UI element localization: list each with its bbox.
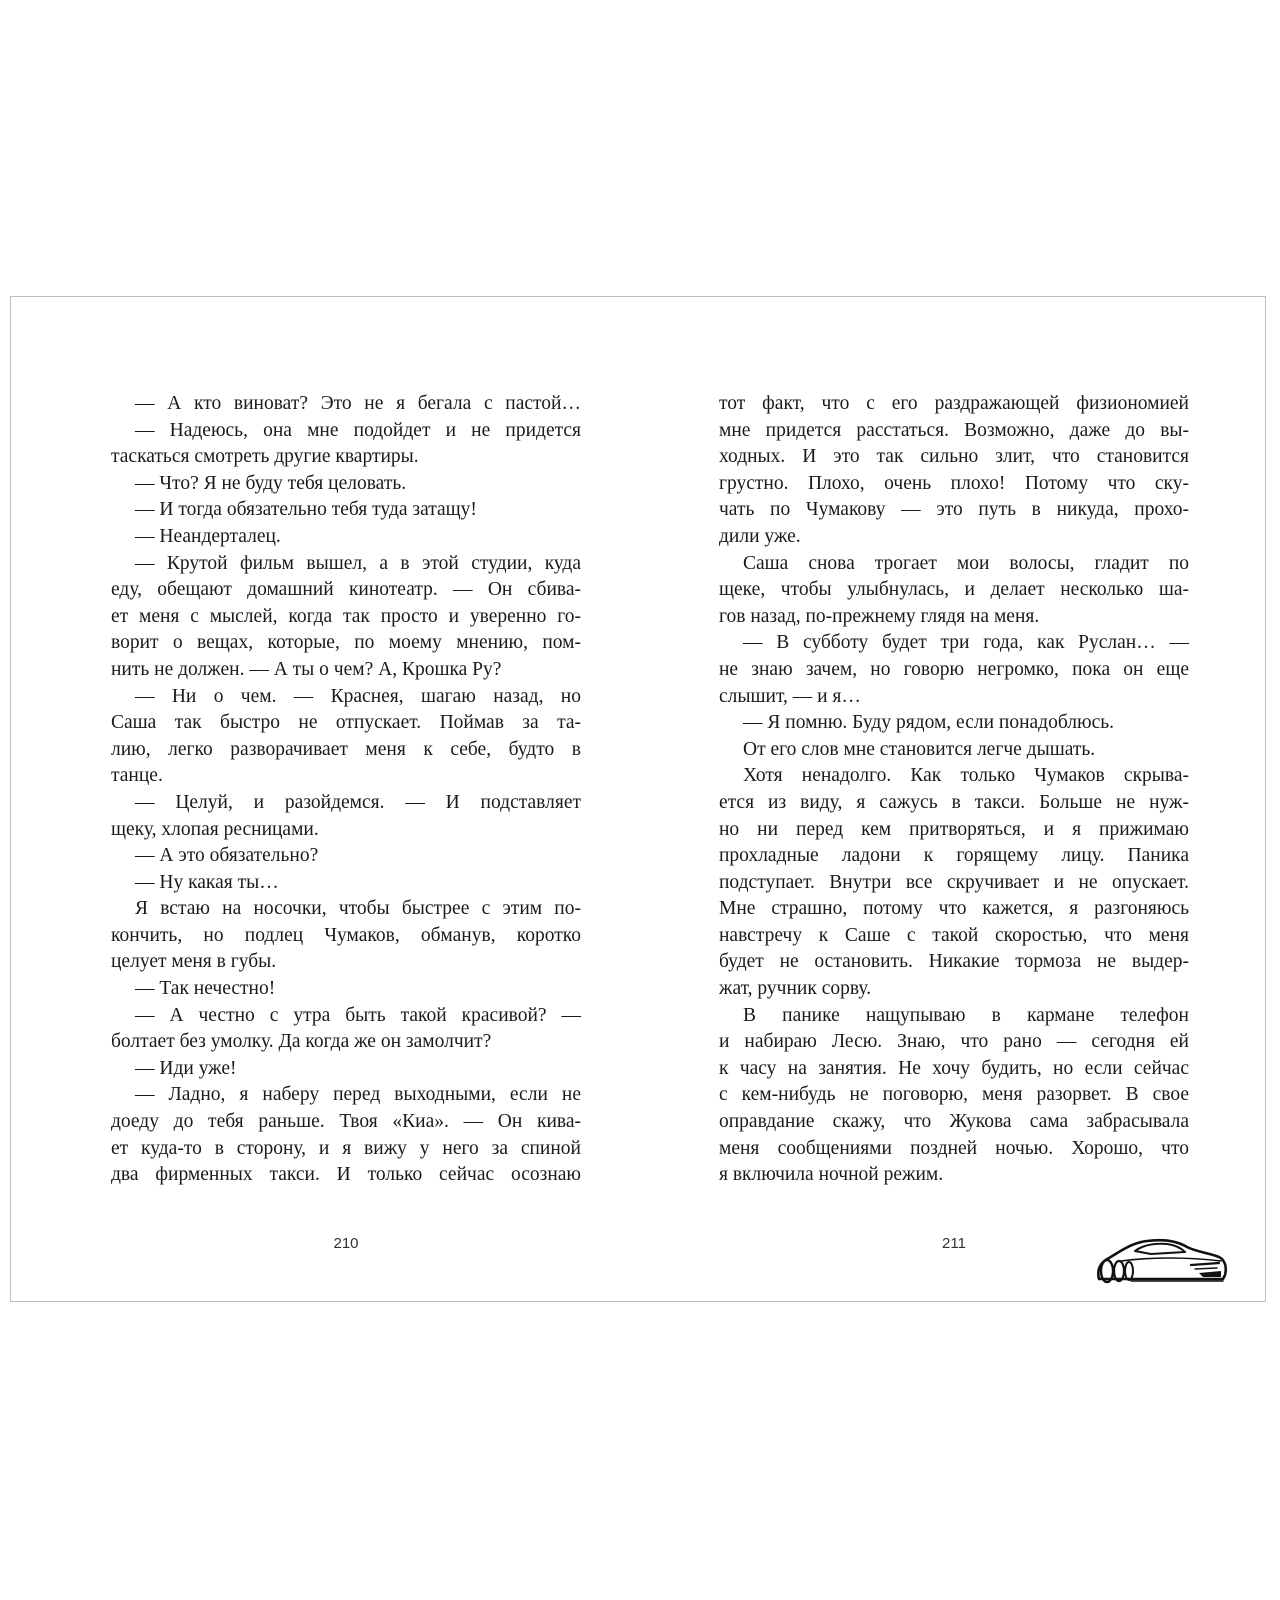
text-line: будет не остановить. Никакие тормоза не выдер- — [719, 951, 1189, 973]
text-line: — Целуй, и разойдемся. — И подставляет — [135, 791, 581, 813]
text-line: ет меня с мыслей, когда так просто и уверенно го- — [111, 605, 581, 627]
text-line: ется из виду, я сажусь в такси. Больше не нуж- — [719, 791, 1189, 813]
text-line: ходных. И это так сильно злит, что становится — [719, 446, 1189, 468]
text-line: — Иди уже! — [135, 1057, 237, 1079]
text-line: — Надеюсь, она мне подойдет и не придется — [135, 419, 581, 441]
text-line: и набираю Лесю. Знаю, что рано — сегодня ей — [719, 1031, 1189, 1053]
text-line: навстречу к Саше с такой скоростью, что меня — [719, 924, 1189, 946]
text-line: щеку, хлопая ресницами. — [111, 818, 319, 840]
text-line: подступает. Внутри все скручивает и не опускает. — [719, 871, 1189, 893]
text-line: слышит, — и я… — [719, 685, 861, 707]
text-line: — Я помню. Буду рядом, если понадоблюсь. — [743, 712, 1114, 734]
right-page-text — [719, 391, 1189, 1189]
text-line: грустно. Плохо, очень плохо! Потому что ску- — [719, 472, 1189, 494]
text-line: — А честно с утра быть такой красивой? — — [135, 1004, 581, 1026]
text-line: с кем-нибудь не поговорю, меня разорвет. В свое — [719, 1084, 1189, 1106]
text-line: болтает без умолку. Да когда же он замолчит? — [111, 1031, 492, 1053]
text-line: — А это обязательно? — [135, 845, 319, 867]
text-line: Хотя ненадолго. Как только Чумаков скрыва- — [743, 765, 1189, 787]
text-line: — И тогда обязательно тебя туда затащу! — [135, 499, 477, 521]
text-line: лию, легко разворачивает меня к себе, будто в — [111, 738, 581, 760]
text-line: кончить, но подлец Чумаков, обманув, коротко — [111, 924, 581, 946]
text-line: два фирменных такси. И только сейчас осознаю — [111, 1164, 581, 1186]
text-line: танце. — [111, 765, 163, 787]
text-line: — Что? Я не буду тебя целовать. — [135, 472, 407, 494]
text-line: — Так нечестно! — [135, 978, 276, 1000]
text-line: меня сообщениями поздней ночью. Хорошо, что — [719, 1137, 1189, 1159]
text-line: щеке, чтобы улыбнулась, и делает несколько ша- — [719, 579, 1189, 601]
text-line: ет куда-то в сторону, и я вижу у него за спиной — [111, 1137, 581, 1159]
page-number-right: 211 — [942, 1235, 966, 1252]
text-line: От его слов мне становится легче дышать. — [743, 738, 1096, 760]
text-line: чать по Чумакову — это путь в никуда, прохо- — [719, 499, 1189, 521]
book-spread — [10, 296, 1266, 1302]
text-line: доеду до тебя раньше. Твоя «Киа». — Он кива- — [111, 1111, 581, 1133]
text-line: мне придется расстаться. Возможно, даже до вы- — [719, 419, 1189, 441]
text-line: но ни перед кем притворяться, и я прижимаю — [719, 818, 1189, 840]
text-line: жат, ручник сорву. — [719, 978, 872, 1000]
text-line: тот факт, что с его раздражающей физиономией — [719, 393, 1189, 414]
text-line: не знаю зачем, но говорю негромко, пока он еще — [719, 658, 1189, 680]
text-line: дили уже. — [719, 525, 801, 547]
text-line: Саша так быстро не отпускает. Поймав за та- — [111, 712, 581, 734]
text-line: еду, обещают домашний кинотеатр. — Он сбива- — [111, 579, 581, 601]
text-line: — Неандерталец. — [135, 525, 281, 547]
page-number-left: 210 — [333, 1235, 359, 1252]
text-line: гов назад, по-прежнему глядя на меня. — [719, 605, 1040, 627]
text-line: прохладные ладони к горящему лицу. Паника — [719, 845, 1189, 867]
text-line: Саша снова трогает мои волосы, гладит по — [743, 552, 1189, 574]
text-line: — Крутой фильм вышел, а в этой студии, куда — [135, 552, 581, 574]
text-line: — Ни о чем. — Краснея, шагаю назад, но — [135, 685, 581, 707]
text-line: я включила ночной режим. — [719, 1164, 944, 1186]
text-line: целует меня в губы. — [111, 951, 277, 973]
text-line: к часу на занятия. Не хочу будить, но если сейчас — [719, 1057, 1189, 1079]
text-line: оправдание скажу, что Жукова сама забрасывала — [719, 1111, 1189, 1133]
car-icon — [1091, 1227, 1231, 1287]
left-page-text — [111, 391, 581, 1189]
text-line: ворит о вещах, которые, по моему мнению, пом- — [111, 632, 581, 654]
text-line: нить не должен. — А ты о чем? А, Крошка Ру? — [111, 658, 502, 680]
text-line: В панике нащупываю в кармане телефон — [743, 1004, 1189, 1026]
text-line: Я встаю на носочки, чтобы быстрее с этим по- — [135, 898, 581, 920]
text-line: — Ну какая ты… — [135, 871, 279, 893]
text-line: — В субботу будет три года, как Руслан… — — [743, 632, 1189, 654]
text-line: — А кто виноват? Это не я бегала с пастой… — [135, 393, 581, 414]
text-line: Мне страшно, потому что кажется, я разгоняюсь — [719, 898, 1189, 920]
text-line: — Ладно, я наберу перед выходными, если не — [135, 1084, 581, 1106]
text-line: таскаться смотреть другие квартиры. — [111, 446, 419, 468]
